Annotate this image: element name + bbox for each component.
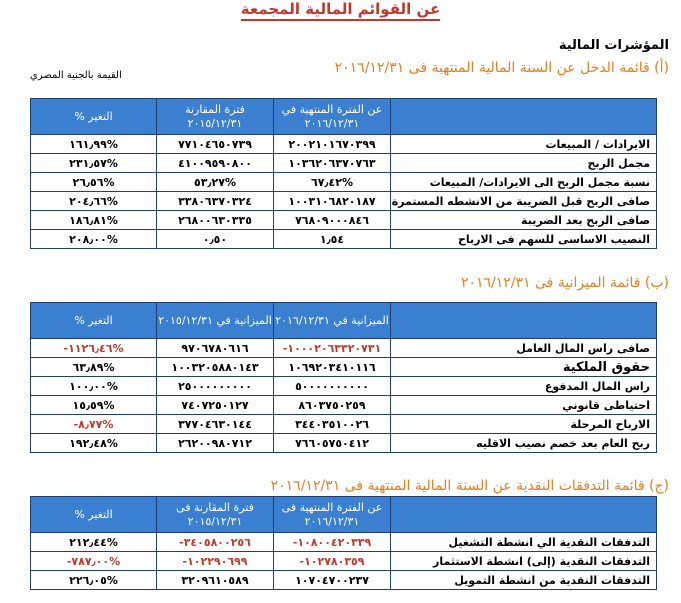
change-value: %٢٠٨٫٠٠ [31,230,157,249]
current-value: ١٠٠٣١٠٦٨٢٠١٨٧ [274,192,391,211]
balance-sheet-table [30,302,657,453]
row-label: ربح العام بعد خصم نصيب الاقليه [391,434,657,453]
current-value: ٨٦٠٣٧٥٠٢٥٩ [274,396,391,415]
change-value: %٢٦٫٥٦ [31,173,157,192]
table-row [31,173,657,192]
current-value: ١٠٠٠٢٠٦٣٣٢٠٧٣١- [274,339,391,358]
table-row [31,358,657,377]
header-blank [391,303,657,339]
row-label: مجمل الربح [391,154,657,173]
previous-value: ٧٧١٠٤٦٥٠٧٣٩ [157,135,274,154]
row-label: التدفقات النقدية الي انشطة التشغيل [391,533,657,552]
current-value: ١٠٦٩٢٠٣٤١٠١١٦ [274,358,391,377]
change-value: %١٦١٫٩٩ [31,135,157,154]
current-value: ٥٠٠٠٠٠٠٠٠٠٠ [274,377,391,396]
current-value: %٦٧٫٤٢ [274,173,391,192]
previous-value: ١٠٠٣٢٠٥٨٨٠١٤٣ [157,358,274,377]
header-change: التغير % [31,99,157,135]
change-value: %٦٣٫٨٩ [31,358,157,377]
row-label: الايرادات / المبيعات [391,135,657,154]
previous-value: ٣٧٧٠٤٦٣٠١٤٤ [157,415,274,434]
row-label: نسبة مجمل الربح الى الايرادات/ المبيعات [391,173,657,192]
change-value: %٢١٢٫٤٤ [31,533,157,552]
previous-value: ٩٧٠٦٧٨٠٦١٦ [157,339,274,358]
current-value: ٧٦٨٠٩٠٠٠٨٤٦ [274,211,391,230]
current-value: ١٠٢٧٨٠٣٥٩- [274,552,391,571]
table-row [31,154,657,173]
table-row [31,396,657,415]
table-row [31,339,657,358]
page-title [0,0,681,18]
table-row [31,434,657,453]
cash-flow-title: (ج) قائمة التدفقات النقدية عن السنة المالية المنتهية فى ٢٠١٦/١٢/٣١ [270,478,669,494]
table-row [31,230,657,249]
current-value: ١٠٧٠٤٧٠٠٢٣٧ [274,571,391,590]
row-label: حقوق الملكية [391,358,657,377]
change-value: %١٠٠٫٠٠ [31,377,157,396]
change-value: %١٥٫٥٩ [31,396,157,415]
row-label: صافى راس المال العامل [391,339,657,358]
table-row [31,377,657,396]
previous-value: ٧٤٠٧٢٥٠١٢٧ [157,396,274,415]
previous-value: ١٠٢٢٩٠٦٩٩- [157,552,274,571]
header-current: عن الفترة المنتهية فى ٢٠١٦/١٢/٣١ [274,497,391,533]
current-value: ١٫٥٤ [274,230,391,249]
row-label: صافى الربح قبل الضريبة من الانشطه المستمرة [391,192,657,211]
row-label: احتياطى قانوني [391,396,657,415]
row-label: راس المال المدفوع [391,377,657,396]
table-row [31,415,657,434]
previous-value: ٣٢٠٩٦١٠٥٨٩ [157,571,274,590]
row-label: الارباح المرحلة [391,415,657,434]
row-label: صافى الربح بعد الضريبة [391,211,657,230]
previous-value: ٢٦٨٠٠٦٣٠٣٣٥ [157,211,274,230]
previous-value: ٣٣٨٠٦٣٧٠٣٢٤ [157,192,274,211]
header-previous: الميزانية في ٢٠١٥/١٢/٣١ [157,303,274,339]
income-statement-table [30,98,657,249]
table-row [31,571,657,590]
cash-flow-table [30,496,657,590]
header-blank [391,497,657,533]
change-value: %١٨٦٫٨١ [31,211,157,230]
indicators-heading: المؤشرات المالية [558,38,669,53]
current-value: ٧٦٦٠٥٧٥٠٤١٢ [274,434,391,453]
previous-value: ٤١٠٠٩٥٩٠٨٠٠ [157,154,274,173]
header-previous: فترة المقارنة ٢٠١٥/١٢/٣١ [157,99,274,135]
currency-note: القيمة بالجنية المصري [30,70,122,81]
previous-value: ٢٦٢٠٠٩٨٠٧١٢ [157,434,274,453]
header-change: التغير % [31,303,157,339]
table-row [31,211,657,230]
row-label: التدفقات النقدية من انشطة التمويل [391,571,657,590]
change-value: %١٩٢٫٤٨ [31,434,157,453]
table-row [31,135,657,154]
table-row [31,552,657,571]
header-current: الميزانية في ٢٠١٦/١٢/٣١ [274,303,391,339]
header-blank [391,99,657,135]
row-label: التدفقات النقدية (إلى) انشطة الاستثمار [391,552,657,571]
change-value: %٨٫٧٧- [31,415,157,434]
balance-sheet-title: (ب) قائمة الميزانية فى ٢٠١٦/١٢/٣١ [460,275,669,291]
row-label: النصيب الاساسى للسهم فى الارباح [391,230,657,249]
header-current: عن الفترة المنتهية في ٢٠١٦/١٢/٣١ [274,99,391,135]
current-value: ١٠٨٠٠٤٢٠٣٣٩- [274,533,391,552]
income-statement-title: (أ) قائمة الدخل عن السنة المالية المنتهية فى ٢٠١٦/١٢/٣١ [334,60,669,76]
previous-value: ٠٫٥٠ [157,230,274,249]
current-value: ٢٠٠٢١٠١٦٧٠٣٩٩ [274,135,391,154]
change-value: %٧٨٧٫٠٠- [31,552,157,571]
change-value: %٢٠٤٫٦٦ [31,192,157,211]
page-title-text: عن القوائم المالية المجمعة [241,0,441,21]
previous-value: %٥٣٫٢٧ [157,173,274,192]
table-row [31,192,657,211]
header-change: التغير % [31,497,157,533]
change-value: %٢٣١٫٥٧ [31,154,157,173]
table-row [31,533,657,552]
change-value: %١١٢٦٫٤٦- [31,339,157,358]
current-value: ١٠٣٦٢٠٦٣٧٠٧٦٣ [274,154,391,173]
previous-value: ٣٤٠٥٨٠٠٢٥٦- [157,533,274,552]
header-previous: فترة المقارنة فى ٢٠١٥/١٢/٣١ [157,497,274,533]
current-value: ٣٤٤٠٣٥١٠٠٢٦ [274,415,391,434]
change-value: %٢٢٦٫٠٥ [31,571,157,590]
previous-value: ٢٥٠٠٠٠٠٠٠٠٠ [157,377,274,396]
